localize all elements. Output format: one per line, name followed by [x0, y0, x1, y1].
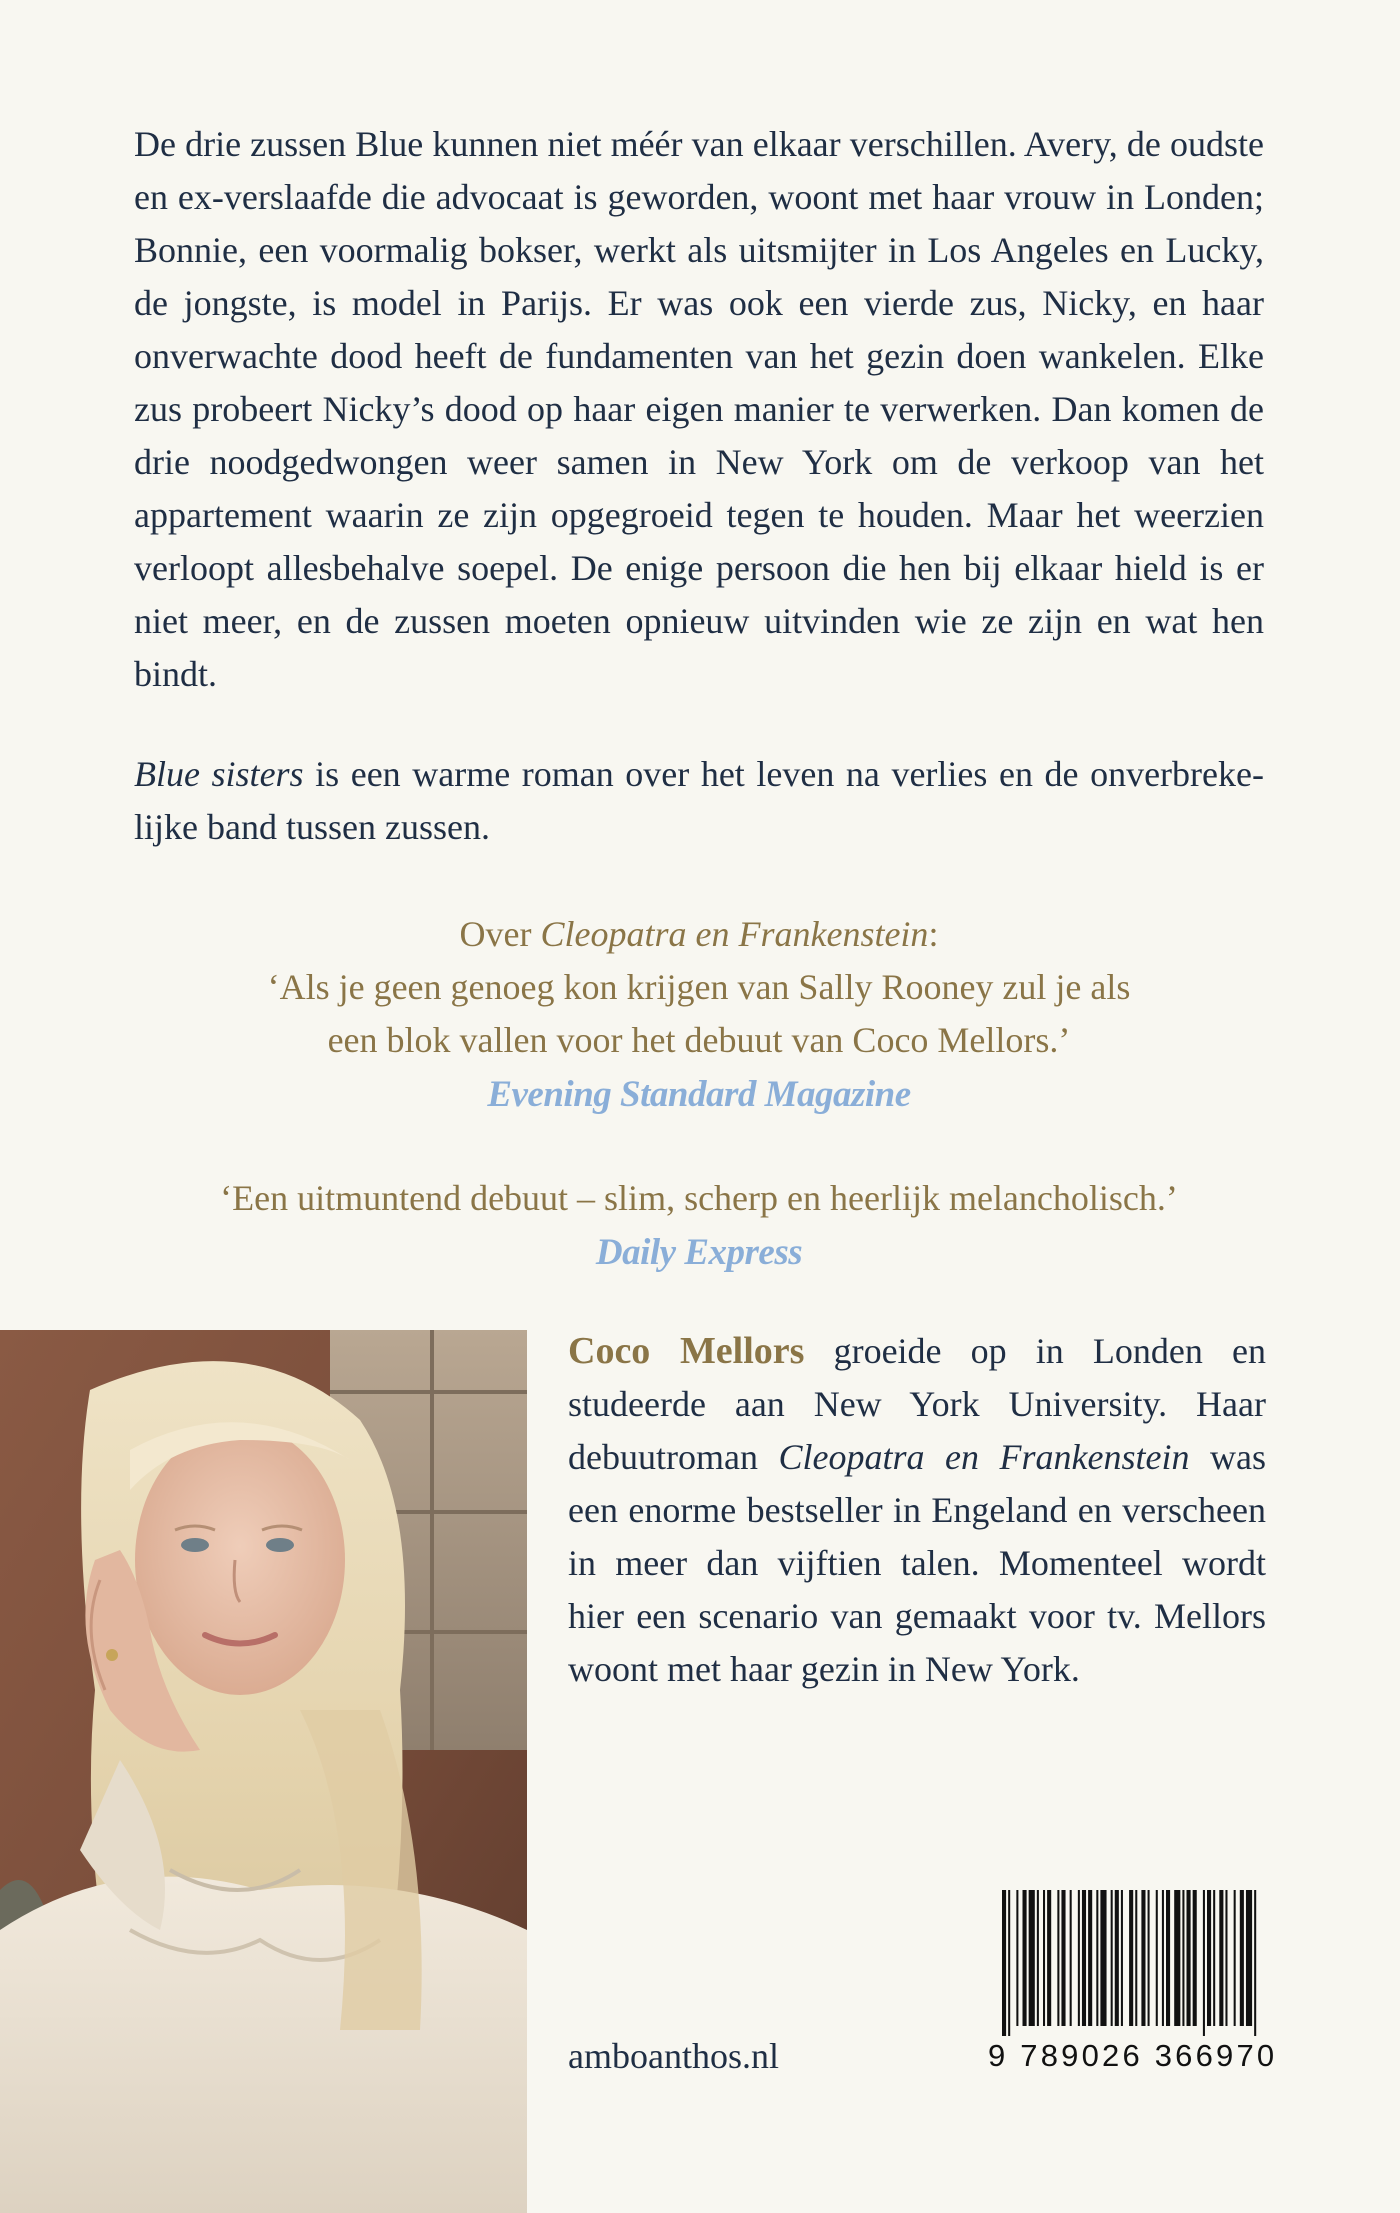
barcode-bar — [1135, 1890, 1137, 2026]
blurb-summary-text: is een warme roman over het leven na verlies en de onverbrekelijke band tussen zussen. — [134, 754, 1264, 847]
barcode-bar — [1225, 1890, 1227, 2026]
barcode-bar — [1100, 1890, 1106, 2026]
barcode-bar — [1148, 1890, 1150, 2026]
barcode-bar — [1029, 1890, 1035, 2026]
author-photo — [0, 1330, 527, 2213]
author-bio — [568, 1325, 1266, 1696]
barcode-bar — [1156, 1890, 1158, 2026]
quote-intro — [134, 908, 1264, 961]
barcode-bar — [1234, 1890, 1236, 2026]
barcode-bar — [1047, 1890, 1051, 2026]
barcode-bar — [1037, 1890, 1039, 2026]
isbn-number: 9 789026 366970 — [988, 2038, 1278, 2073]
barcode-bar — [1008, 1890, 1010, 2036]
barcode-bar — [1193, 1890, 1197, 2026]
quote-source: Daily Express — [595, 1232, 803, 1273]
barcode-bars — [1000, 1890, 1262, 2036]
blurb-paragraph: De drie zussen Blue kunnen niet méér van elkaar verschillen. Avery, de oudste en ex-verslaafde die advocaat is geworden, woont met haar vrouw in Londen; Bonnie, een voormalig bokser, werkt als uitsmijter in Los Angeles en Lucky, de jongste, is model in Parijs. Er was ook een vierde zus, Nicky, en haar onverwachte dood heeft de fundamenten van het gezin doen wankelen. Elke zus probeert Nicky’s dood op haar eigen manier te verwerken. Dan komen de drie noodgedwongen weer samen in New York om de verkoop van het appartement waarin ze zijn opgegroeid tegen te houden. Maar het weerzien verloopt allesbehalve soepel. De enige persoon die hen bij elkaar hield is er niet meer, en de zussen moeten opnieuw uitvinden wie ze zijn en wat hen bindt. — [134, 124, 1264, 694]
author-name: Coco Mellors — [568, 1330, 805, 1372]
barcode-bar — [1078, 1890, 1080, 2026]
blurb-summary — [134, 748, 1264, 854]
barcode-bar — [1111, 1890, 1113, 2026]
barcode-bar — [1240, 1890, 1244, 2026]
barcode-bar — [1141, 1890, 1145, 2026]
barcode-bar — [1023, 1890, 1027, 2026]
bio-text-1: groeide op in Londen en studeerde aan New York University. Haar debuutroman — [568, 1331, 1267, 1477]
barcode-bar — [1016, 1890, 1018, 2026]
book-title: Blue sisters — [134, 754, 304, 794]
barcode-bar — [1213, 1890, 1215, 2026]
quote-intro-title: Cleopatra en Frankenstein — [540, 914, 929, 954]
barcode-bar — [1002, 1890, 1006, 2036]
barcode-bar — [1115, 1890, 1119, 2026]
barcode-bar — [1070, 1890, 1072, 2026]
bio-text-2: was een enorme bestseller in Engeland en verscheen in meer dan vijftien talen. Momenteel wordt hier een scenario van gemaakt voor tv. Mellors woont met haar gezin in New York. — [568, 1437, 1266, 1689]
quote-intro-suffix: : — [928, 914, 939, 954]
barcode-bar — [1082, 1890, 1086, 2026]
barcode-bar — [1162, 1890, 1164, 2026]
barcode-bar — [1061, 1890, 1065, 2026]
quote-line-2: een blok vallen voor het debuut van Coco Mellors.’ — [327, 1020, 1071, 1060]
barcode-bar — [1182, 1890, 1184, 2026]
barcode-bar — [1254, 1890, 1256, 2036]
barcode-bar — [1121, 1890, 1123, 2026]
review-quote-2 — [134, 1172, 1264, 1281]
barcode-bar — [1088, 1890, 1092, 2026]
barcode-bar — [1057, 1890, 1059, 2026]
barcode-bar — [1096, 1890, 1098, 2026]
quote-text: ‘Een uitmuntend debuut – slim, scherp en heerlijk melancholisch.’ — [220, 1178, 1178, 1218]
quote-source: Evening Standard Magazine — [487, 1074, 911, 1115]
barcode-bar — [1207, 1890, 1211, 2026]
publisher-website: amboanthos.nl — [568, 2036, 779, 2076]
quote-intro-prefix: Over — [459, 914, 541, 954]
barcode-bar — [1043, 1890, 1045, 2026]
barcode-bar — [1166, 1890, 1170, 2026]
barcode-bar — [1129, 1890, 1133, 2026]
barcode-bar — [1219, 1890, 1223, 2026]
review-quote-1 — [134, 908, 1264, 1123]
bio-book-title: Cleopatra en Frankenstein — [778, 1437, 1190, 1477]
barcode-bar — [1246, 1890, 1252, 2026]
barcode-bar — [1187, 1890, 1191, 2026]
barcode-bar — [1203, 1890, 1205, 2036]
barcode-bar — [1174, 1890, 1180, 2026]
quote-line-1: ‘Als je geen genoeg kon krijgen van Sally Rooney zul je als — [267, 967, 1131, 1007]
